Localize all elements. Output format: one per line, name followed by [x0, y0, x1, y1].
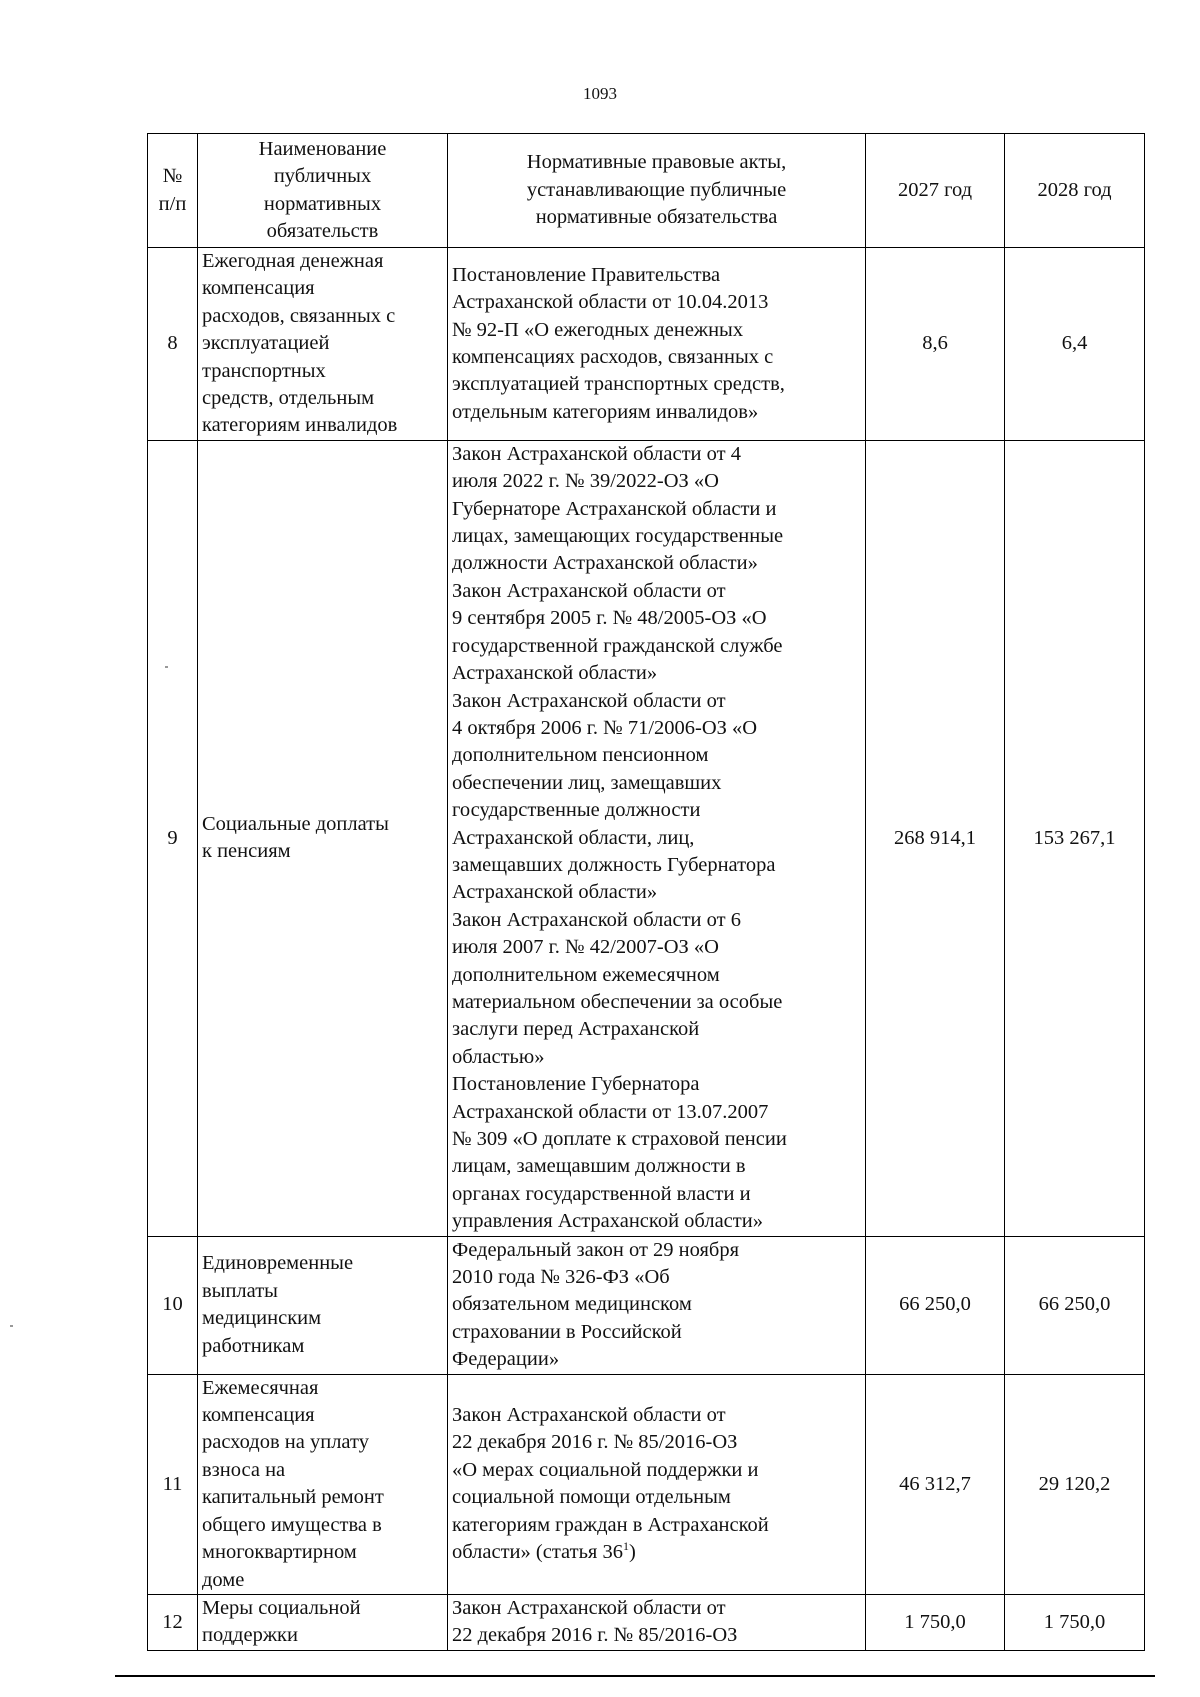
legal-acts-line: Закон Астраханской области от 6 — [452, 908, 741, 931]
legal-acts-line: отдельным категориям инвалидов» — [452, 400, 759, 423]
obligation-name — [198, 440, 448, 1236]
obligation-name-line: Ежегодная денежная — [202, 250, 384, 272]
legal-acts-line: Федерации» — [452, 1348, 560, 1371]
obligation-name-line: многоквартирном — [202, 1541, 357, 1564]
scan-mark — [165, 666, 168, 668]
legal-acts-line: областью» — [452, 1045, 545, 1068]
bottom-rule — [115, 1675, 1155, 1677]
obligations-table — [147, 133, 1145, 1651]
legal-acts-line: № 92-П «О ежегодных денежных — [452, 318, 744, 341]
legal-acts-line: Постановление Правительства — [452, 263, 721, 286]
obligation-name-line: поддержки — [202, 1624, 298, 1647]
legal-acts-line: июля 2022 г. № 39/2022-ОЗ «О — [452, 470, 719, 493]
legal-acts-line: страховании в Российской — [452, 1320, 682, 1343]
obligation-name-line: медицинским — [202, 1307, 322, 1330]
obligation-name-line: капитальный ремонт — [202, 1486, 384, 1509]
header-name-line: публичных — [273, 165, 372, 188]
table-body — [148, 248, 1145, 1651]
table-row — [148, 248, 1145, 441]
legal-acts-line: 22 декабря 2016 г. № 85/2016-ОЗ — [452, 1624, 738, 1647]
legal-acts-line: Постановление Губернатора — [452, 1073, 700, 1096]
legal-acts-line: дополнительном пенсионном — [452, 744, 709, 767]
obligation-name-line: работникам — [202, 1334, 305, 1357]
obligation-name — [198, 1236, 448, 1374]
legal-acts-line: управления Астраханской области» — [452, 1210, 763, 1233]
legal-acts-line: Закон Астраханской области от — [452, 689, 726, 712]
obligation-name-line: общего имущества в — [202, 1513, 382, 1536]
legal-acts-line: 22 декабря 2016 г. № 85/2016-ОЗ — [452, 1431, 738, 1454]
header-2027: 2027 год — [866, 134, 1005, 248]
legal-acts-line: государственной гражданской службе — [452, 634, 783, 657]
legal-acts-line: заслуги перед Астраханской — [452, 1018, 700, 1041]
legal-acts — [448, 1594, 866, 1650]
obligation-name — [198, 1374, 448, 1594]
article-superscript: 1 — [622, 1539, 629, 1554]
header-acts-line: Нормативные правовые акты, — [526, 151, 787, 174]
legal-acts-line: компенсациях расходов, связанных с — [452, 345, 774, 368]
page-number: 1093 — [583, 84, 617, 103]
obligation-name-line: расходов, связанных с — [202, 304, 396, 327]
header-acts-line: нормативные обязательства — [535, 206, 778, 229]
header-num-line: п/п — [158, 192, 187, 215]
legal-acts-line: обеспечении лиц, замещавших — [452, 771, 722, 794]
legal-acts-line: социальной помощи отдельным — [452, 1486, 731, 1509]
obligation-name-line: эксплуатацией — [202, 332, 330, 355]
obligation-name-line: транспортных — [202, 359, 326, 382]
legal-acts-line: Астраханской области, лиц, — [452, 826, 695, 849]
table-row — [148, 1374, 1145, 1594]
legal-acts-line: Астраханской области от 13.07.2007 — [452, 1100, 769, 1123]
header-num — [148, 134, 198, 248]
legal-acts-line: обязательном медицинском — [452, 1293, 692, 1316]
legal-acts-line: июля 2007 г. № 42/2007-ОЗ «О — [452, 936, 719, 959]
obligation-name-line: выплаты — [202, 1279, 278, 1302]
amount-2027: 1 750,0 — [866, 1594, 1005, 1650]
legal-acts-line: Закон Астраханской области от — [452, 579, 726, 602]
obligation-name-line: доме — [202, 1568, 245, 1591]
legal-acts-line: Астраханской области от 10.04.2013 — [452, 291, 769, 314]
obligation-name-line: взноса на — [202, 1458, 286, 1481]
legal-acts-line: 2010 года № 326-ФЗ «Об — [452, 1266, 670, 1289]
legal-acts-line: области» (статья $36^1$) — [452, 1539, 636, 1564]
legal-acts-line: «О мерах социальной поддержки и — [452, 1458, 759, 1481]
row-number: 10 — [148, 1236, 198, 1374]
row-number: 8 — [148, 248, 198, 441]
obligation-name-line: компенсация — [202, 1404, 315, 1427]
table-row — [148, 440, 1145, 1236]
amount-2027: 8,6 — [866, 248, 1005, 441]
row-number: 12 — [148, 1594, 198, 1650]
header-name-line: нормативных — [263, 192, 382, 215]
obligation-name-line: Единовременные — [202, 1252, 354, 1275]
legal-acts — [448, 1374, 866, 1594]
legal-acts-line: Астраханской области» — [452, 662, 658, 685]
scan-mark — [10, 1325, 13, 1327]
legal-acts-line: Астраханской области» — [452, 881, 658, 904]
legal-acts-line: Закон Астраханской области от — [452, 1404, 726, 1427]
obligation-name-line: компенсация — [202, 277, 315, 300]
legal-acts-line: эксплуатацией транспортных средств, — [452, 373, 785, 396]
header-2028: 2028 год — [1005, 134, 1145, 248]
closing-paren: ) — [628, 1541, 636, 1564]
obligation-name-line: Меры социальной — [202, 1596, 361, 1619]
legal-acts — [448, 440, 866, 1236]
amount-2028: 66 250,0 — [1005, 1236, 1145, 1374]
header-name — [198, 134, 448, 248]
legal-acts-line: дополнительном ежемесячном — [452, 963, 720, 986]
legal-acts-line: государственные должности — [452, 799, 701, 822]
table-row — [148, 1236, 1145, 1374]
legal-acts-line: Закон Астраханской области от 4 — [452, 442, 741, 465]
amount-2028: 29 120,2 — [1005, 1374, 1145, 1594]
obligation-name-line: Ежемесячная — [202, 1376, 319, 1399]
legal-acts-line: 4 октября 2006 г. № 71/2006-ОЗ «О — [452, 716, 758, 739]
legal-acts — [448, 248, 866, 441]
row-number: 11 — [148, 1374, 198, 1594]
header-num-line: № — [162, 165, 183, 188]
legal-acts — [448, 1236, 866, 1374]
legal-acts-line: органах государственной власти и — [452, 1182, 751, 1205]
amount-2027: 66 250,0 — [866, 1236, 1005, 1374]
legal-acts-line: лицах, замещающих государственные — [452, 525, 784, 548]
table-row — [148, 1594, 1145, 1650]
header-name-line: Наименование — [258, 137, 387, 160]
legal-acts-line: замещавших должность Губернатора — [452, 853, 776, 876]
obligation-name-line: категориям инвалидов — [202, 414, 398, 437]
obligation-name — [198, 1594, 448, 1650]
header-acts — [448, 134, 866, 248]
obligation-name-line: к пенсиям — [202, 840, 291, 863]
amount-2028: 153 267,1 — [1005, 440, 1145, 1236]
legal-acts-line: материальном обеспечении за особые — [452, 990, 783, 1013]
legal-acts-line: лицам, замещавшим должности в — [452, 1155, 746, 1178]
amount-2027: 46 312,7 — [866, 1374, 1005, 1594]
legal-acts-line: Федеральный закон от 29 ноября — [452, 1238, 740, 1261]
amount-2028: 1 750,0 — [1005, 1594, 1145, 1650]
obligation-name-line: расходов на уплату — [202, 1431, 369, 1454]
legal-acts-line: категориям граждан в Астраханской — [452, 1513, 769, 1536]
legal-acts-line: должности Астраханской области» — [452, 552, 758, 575]
obligation-name — [198, 248, 448, 441]
legal-acts-line: № 309 «О доплате к страховой пенсии — [452, 1128, 787, 1150]
legal-acts-line: 9 сентября 2005 г. № 48/2005-ОЗ «О — [452, 607, 767, 630]
header-name-line: обязательств — [266, 219, 379, 242]
amount-2028: 6,4 — [1005, 248, 1145, 441]
amount-2027: 268 914,1 — [866, 440, 1005, 1236]
row-number: 9 — [148, 440, 198, 1236]
header-row — [148, 134, 1145, 248]
header-acts-line: устанавливающие публичные — [526, 178, 787, 201]
obligation-name-line: Социальные доплаты — [202, 812, 389, 835]
obligation-name-line: средств, отдельным — [202, 387, 375, 410]
legal-acts-line: Закон Астраханской области от — [452, 1596, 726, 1619]
legal-acts-line: Губернаторе Астраханской области и — [452, 497, 777, 520]
